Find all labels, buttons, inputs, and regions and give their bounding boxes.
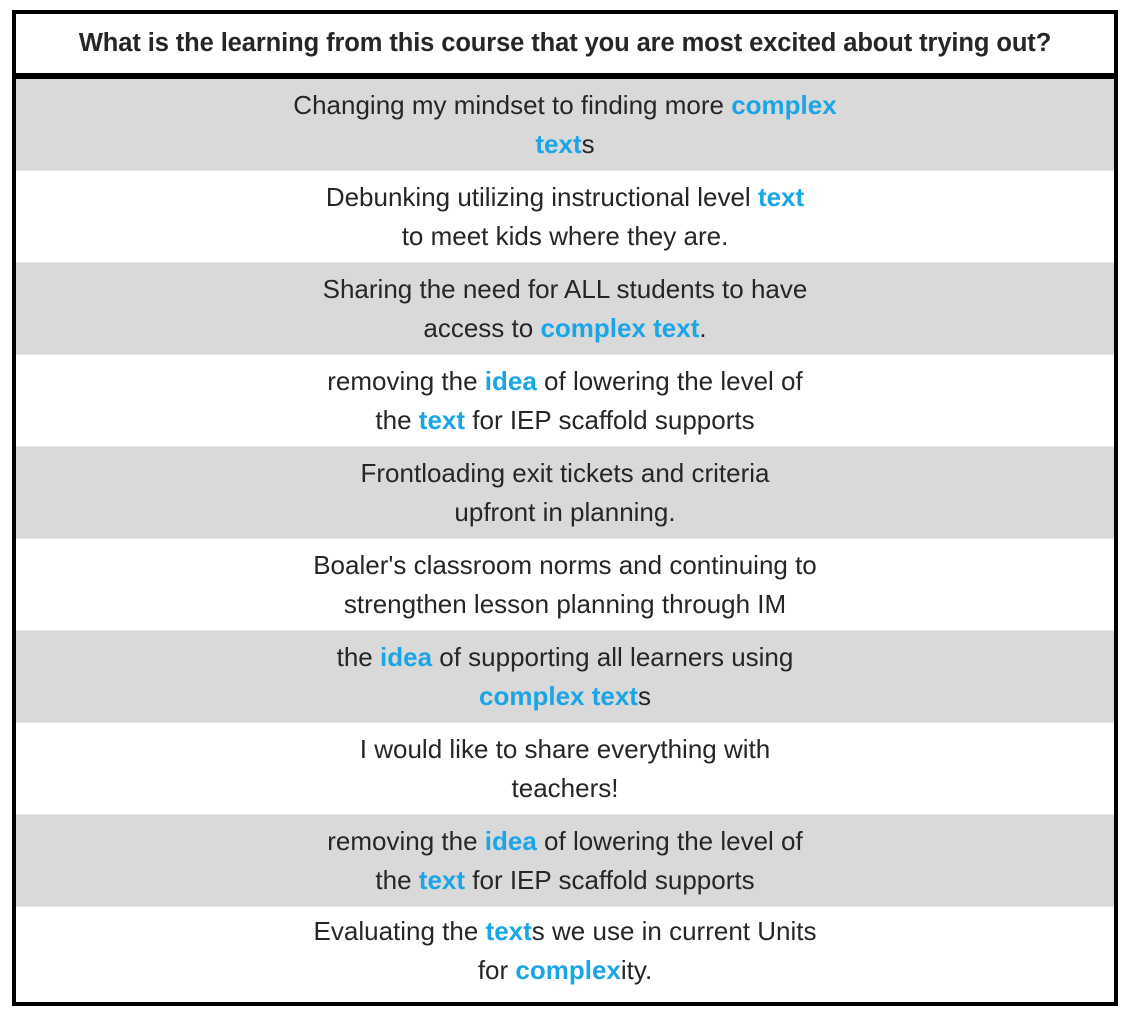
response-line xyxy=(326,178,804,217)
response-line xyxy=(478,951,652,990)
table-row xyxy=(16,907,1114,994)
response-line xyxy=(360,730,770,769)
response-text: of supporting all learners using xyxy=(432,641,794,672)
highlighted-keyword: idea xyxy=(484,365,537,396)
response-text: s we use in current Units xyxy=(531,915,817,946)
response-text: . xyxy=(699,312,707,343)
response-text: the xyxy=(375,864,419,895)
response-line xyxy=(375,401,754,440)
response-text: Boaler's classroom norms and continuing to xyxy=(313,549,817,580)
highlighted-keyword: text xyxy=(485,915,532,946)
response-text: teachers! xyxy=(511,772,619,803)
highlighted-keyword: text xyxy=(757,181,805,212)
response-text: of lowering the level of xyxy=(536,825,803,856)
response-text: Debunking utilizing instructional level xyxy=(325,181,758,212)
response-text: removing the xyxy=(327,365,485,396)
response-text: s xyxy=(581,128,595,159)
response-text: the xyxy=(336,641,380,672)
highlighted-keyword: idea xyxy=(484,825,537,856)
response-text: strengthen lesson planning through IM xyxy=(343,588,787,619)
highlighted-keyword: complex text xyxy=(540,312,700,343)
highlighted-keyword: complex xyxy=(515,954,621,985)
response-text: Evaluating the xyxy=(313,915,486,946)
highlighted-keyword: text xyxy=(418,404,466,435)
response-text: to meet kids where they are. xyxy=(401,220,729,251)
response-line xyxy=(314,912,817,951)
response-text: Changing my mindset to finding more xyxy=(293,89,732,120)
response-text: access to xyxy=(423,312,541,343)
response-text: ity. xyxy=(620,954,653,985)
table-row xyxy=(16,263,1114,355)
response-text: removing the xyxy=(327,825,485,856)
response-text: upfront in planning. xyxy=(454,496,676,527)
response-line xyxy=(454,493,675,532)
response-line xyxy=(512,769,619,808)
highlighted-keyword: text xyxy=(535,128,582,159)
response-text: Sharing the need for ALL students to have xyxy=(322,273,808,304)
table-row xyxy=(16,539,1114,631)
highlighted-keyword: complex text xyxy=(479,680,638,711)
response-text: Frontloading exit tickets and criteria xyxy=(360,457,770,488)
response-line xyxy=(402,217,729,256)
table-row xyxy=(16,447,1114,539)
highlighted-keyword: complex xyxy=(731,89,837,120)
response-line xyxy=(361,454,770,493)
response-text: the xyxy=(375,404,419,435)
table-row xyxy=(16,631,1114,723)
response-line xyxy=(337,638,794,677)
response-line xyxy=(344,585,786,624)
table-row xyxy=(16,723,1114,815)
table-row xyxy=(16,815,1114,907)
response-text: for IEP scaffold supports xyxy=(465,404,755,435)
highlighted-keyword: text xyxy=(418,864,466,895)
table-row xyxy=(16,79,1114,171)
response-line xyxy=(535,125,594,164)
response-line xyxy=(313,546,817,585)
response-text: for IEP scaffold supports xyxy=(465,864,755,895)
response-text: s xyxy=(637,680,651,711)
response-text: I would like to share everything with xyxy=(359,733,771,764)
response-line xyxy=(479,677,651,716)
highlighted-keyword: idea xyxy=(380,641,433,672)
response-line xyxy=(375,861,754,900)
response-line xyxy=(423,309,706,348)
table-row xyxy=(16,171,1114,263)
response-line xyxy=(323,270,808,309)
response-line xyxy=(327,822,803,861)
responses-table xyxy=(12,10,1118,1006)
table-row xyxy=(16,355,1114,447)
response-text: for xyxy=(477,954,516,985)
response-text: of lowering the level of xyxy=(536,365,803,396)
table-body xyxy=(16,79,1114,994)
response-line xyxy=(293,86,836,125)
table-header: What is the learning from this course that you are most excited about trying out? xyxy=(16,14,1114,79)
response-line xyxy=(327,362,803,401)
